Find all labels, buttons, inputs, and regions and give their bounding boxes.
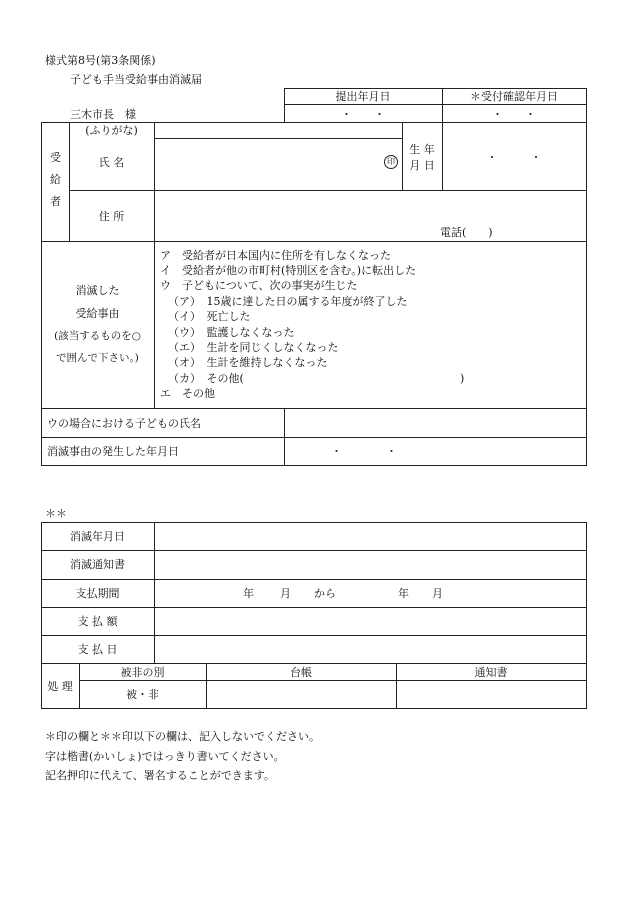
form-title: 子ども手当受給事由消滅届 <box>70 73 202 86</box>
reason-label-1: 消滅した <box>75 284 120 297</box>
reason-item-u[interactable]: ウ 子どもについて、次の事実が生じた <box>160 279 358 292</box>
col-header-notice: 通知書 <box>474 666 508 679</box>
dob-label-2: 月 日 <box>409 159 435 172</box>
process-label: 処 理 <box>47 680 73 693</box>
occurrence-date-label: 消滅事由の発生した年月日 <box>47 445 179 458</box>
note-3: 記名押印に代えて、署名することができます。 <box>45 769 275 782</box>
reason-subitem-ka[interactable]: （カ） その他( <box>168 372 244 385</box>
reason-item-a[interactable]: ア 受給者が日本国内に住所を有しなくなった <box>160 249 391 262</box>
recipient-label-2: 給 <box>50 173 61 186</box>
reason-subitem-e[interactable]: （エ） 生計を同じくしなくなった <box>168 341 339 354</box>
form-number: 様式第8号(第3条関係) <box>45 54 156 67</box>
reason-label-4: で囲んで下さい。) <box>56 352 139 364</box>
col-header-hi: 被非の別 <box>120 666 165 679</box>
reason-subitem-i[interactable]: （イ） 死亡した <box>168 310 251 323</box>
period-month-2: 月 <box>432 587 443 600</box>
submission-date-value[interactable]: ・ ・ <box>341 108 385 121</box>
reason-subitem-a[interactable]: （ア） 15歳に達した日の属する年度が終了した <box>168 295 408 308</box>
hi-value: 被・非 <box>126 688 159 701</box>
reason-other-close: ) <box>460 372 465 385</box>
furigana-field[interactable] <box>156 124 400 137</box>
reason-subitem-o[interactable]: （オ） 生計を維持しなくなった <box>168 356 328 369</box>
recipient-label-1: 受 <box>50 151 61 164</box>
office-row-payment-day: 支 払 日 <box>77 643 118 656</box>
recipient-label-3: 者 <box>50 195 61 208</box>
address-label: 住 所 <box>98 210 125 223</box>
reason-subitem-u[interactable]: （ウ） 監護しなくなった <box>168 326 295 339</box>
addressee: 三木市長 様 <box>70 108 136 121</box>
reason-label-3: (該当するものを○ <box>54 330 141 342</box>
reason-item-e[interactable]: エ その他 <box>160 387 215 400</box>
child-name-field[interactable] <box>286 410 584 436</box>
child-name-label: ウの場合における子どもの氏名 <box>47 417 201 430</box>
office-row-payment-amount: 支 払 額 <box>77 615 118 628</box>
period-year-2: 年 <box>398 587 409 600</box>
occurrence-date-value[interactable]: ・ ・ <box>331 445 397 458</box>
period-from: から <box>314 587 336 600</box>
period-month-1: 月 <box>280 587 291 600</box>
office-row-payment-period: 支払期間 <box>75 587 120 600</box>
receipt-date-value: ・ ・ <box>492 108 536 121</box>
phone-label: 電話( ) <box>440 226 493 239</box>
office-use-marker: ＊＊ <box>45 507 67 520</box>
office-row-cancel-date: 消滅年月日 <box>70 530 125 543</box>
dob-label-1: 生 年 <box>409 143 435 156</box>
furigana-label: (ふりがな) <box>85 124 138 137</box>
col-header-ledger: 台帳 <box>290 666 312 679</box>
reason-item-i[interactable]: イ 受給者が他の市町村(特別区を含む。)に転出した <box>160 264 417 277</box>
dob-value[interactable]: ・ ・ <box>486 151 542 164</box>
note-1: ＊印の欄と＊＊印以下の欄は、記入しないでください。 <box>45 730 320 743</box>
address-field[interactable] <box>156 192 584 222</box>
reason-label-2: 受給事由 <box>75 307 120 320</box>
seal-mark: 印 <box>384 155 398 169</box>
note-2: 字は楷書(かいしょ)ではっきり書いてください。 <box>45 750 285 763</box>
period-year-1: 年 <box>243 587 254 600</box>
receipt-date-label: ＊受付確認年月日 <box>470 90 558 103</box>
submission-date-label: 提出年月日 <box>335 90 391 103</box>
name-field[interactable] <box>156 140 380 188</box>
office-row-cancel-notice: 消滅通知書 <box>70 558 125 571</box>
name-label: 氏 名 <box>98 156 125 169</box>
